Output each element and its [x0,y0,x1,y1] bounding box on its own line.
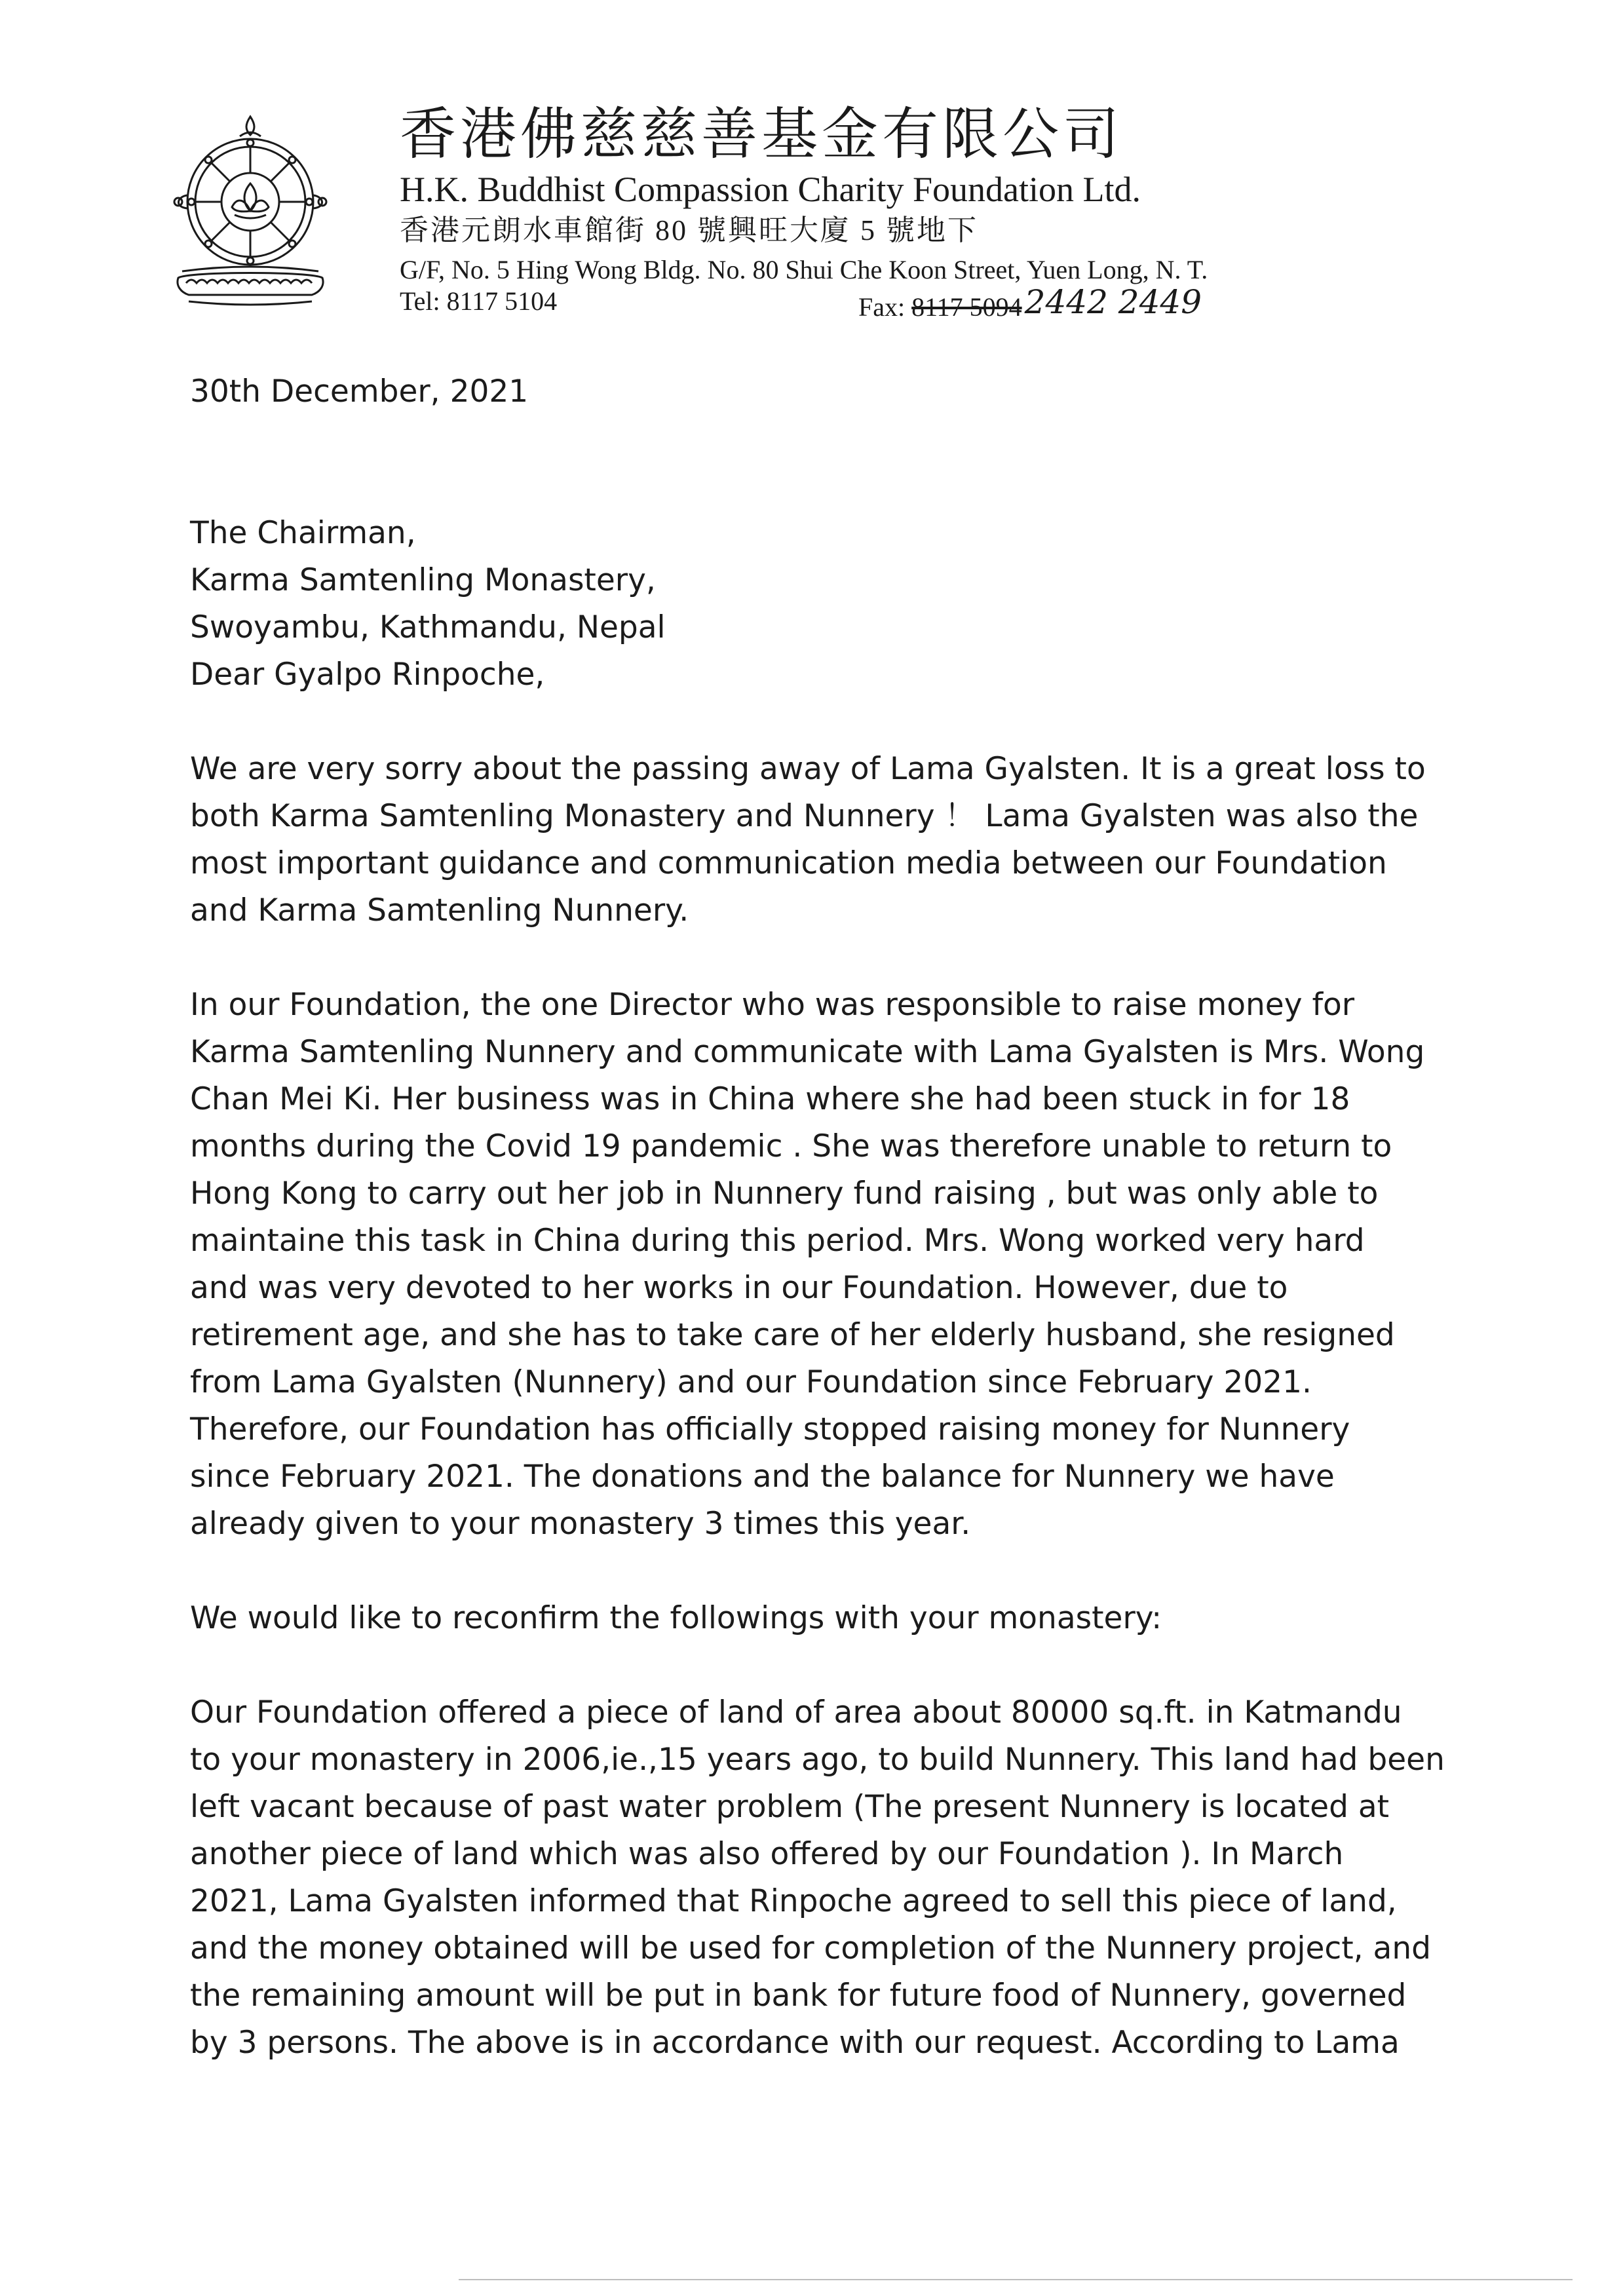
text-line: In our Foundation, the one Director who was responsible to raise money for [190,987,1355,1023]
fax-label: Fax: [858,292,912,322]
salutation: Dear Gyalpo Rinpoche, [190,657,545,693]
text-line: Karma Samtenling Nunnery and communicate with Lama Gyalsten is Mrs. Wong [190,1034,1425,1070]
text-line: both Karma Samtenling Monastery and Nunnery ！ Lama Gyalsten was also the [190,798,1419,834]
fax-old-number: 8117 5094 [911,292,1022,322]
text-line: Our Foundation offered a piece of land of area about 80000 sq.ft. in Katmandu [190,1694,1402,1731]
recipient-address [190,510,1435,651]
text-line: Therefore, our Foundation has officially stopped raising money for Nunnery [190,1411,1350,1447]
address-chinese: 香港元朗水車館街 80 號興旺大廈 5 號地下 [400,214,978,246]
fax-handwritten-number: 2442 2449 [1024,283,1202,321]
text-line: already given to your monastery 3 times this year. [190,1506,971,1542]
text-line: from Lama Gyalsten (Nunnery) and our Foundation since February 2021. [190,1364,1312,1400]
text-line: 2021, Lama Gyalsten informed that Rinpoche agreed to sell this piece of land, [190,1883,1397,1919]
text-line: most important guidance and communication media between our Foundation [190,845,1387,881]
address-english: G/F, No. 5 Hing Wong Bldg. No. 80 Shui Che Koon Street, Yuen Long, N. T. [400,255,1208,284]
paragraph-director [190,982,1435,1548]
fax-line [858,283,1202,322]
foundation-name-chinese: 香港佛慈慈善基金有限公司 [400,103,1123,166]
paragraph-condolence [190,746,1435,934]
text-line: Chan Mei Ki. Her business was in China where she had been stuck in for 18 [190,1081,1350,1117]
text-line: since February 2021. The donations and the balance for Nunnery we have [190,1459,1335,1495]
paragraph-reconfirm: We would like to reconfirm the followings with your monastery: [190,1600,1162,1636]
text-line: Hong Kong to carry out her job in Nunnery fund raising , but was only able to [190,1176,1379,1212]
text-line: by 3 persons. The above is in accordance with our request. According to Lama [190,2025,1400,2061]
text-line: and the money obtained will be used for completion of the Nunnery project, and [190,1930,1431,1966]
text-line: and was very devoted to her works in our Foundation. However, due to [190,1270,1288,1306]
text-line: retirement age, and she has to take care of her elderly husband, she resigned [190,1317,1395,1353]
foundation-name-english: H.K. Buddhist Compassion Charity Foundation Ltd. [400,170,1141,209]
letter-date: 30th December, 2021 [190,373,529,410]
text-line: and Karma Samtenling Nunnery. [190,892,689,928]
telephone: Tel: 8117 5104 [400,286,558,316]
text-line: We are very sorry about the passing away of Lama Gyalsten. It is a great loss to [190,751,1426,787]
paragraph-land [190,1689,1445,2067]
text-line: maintaine this task in China during this period. Mrs. Wong worked very hard [190,1223,1365,1259]
text-line: left vacant because of past water problem (The present Nunnery is located at [190,1789,1390,1825]
page-bottom-edge [459,2279,1573,2280]
text-line: to your monastery in 2006,ie.,15 years ago, to build Nunnery. This land had been [190,1742,1445,1778]
text-line: another piece of land which was also offered by our Foundation ). In March [190,1836,1344,1872]
recipient-line: The Chairman, [190,515,416,551]
recipient-line: Karma Samtenling Monastery, [190,562,656,598]
dharma-wheel-lotus-logo [162,110,338,307]
text-line: the remaining amount will be put in bank for future food of Nunnery, governed [190,1978,1407,2014]
text-line: months during the Covid 19 pandemic . She was therefore unable to return to [190,1128,1392,1164]
recipient-line: Swoyambu, Kathmandu, Nepal [190,609,666,645]
